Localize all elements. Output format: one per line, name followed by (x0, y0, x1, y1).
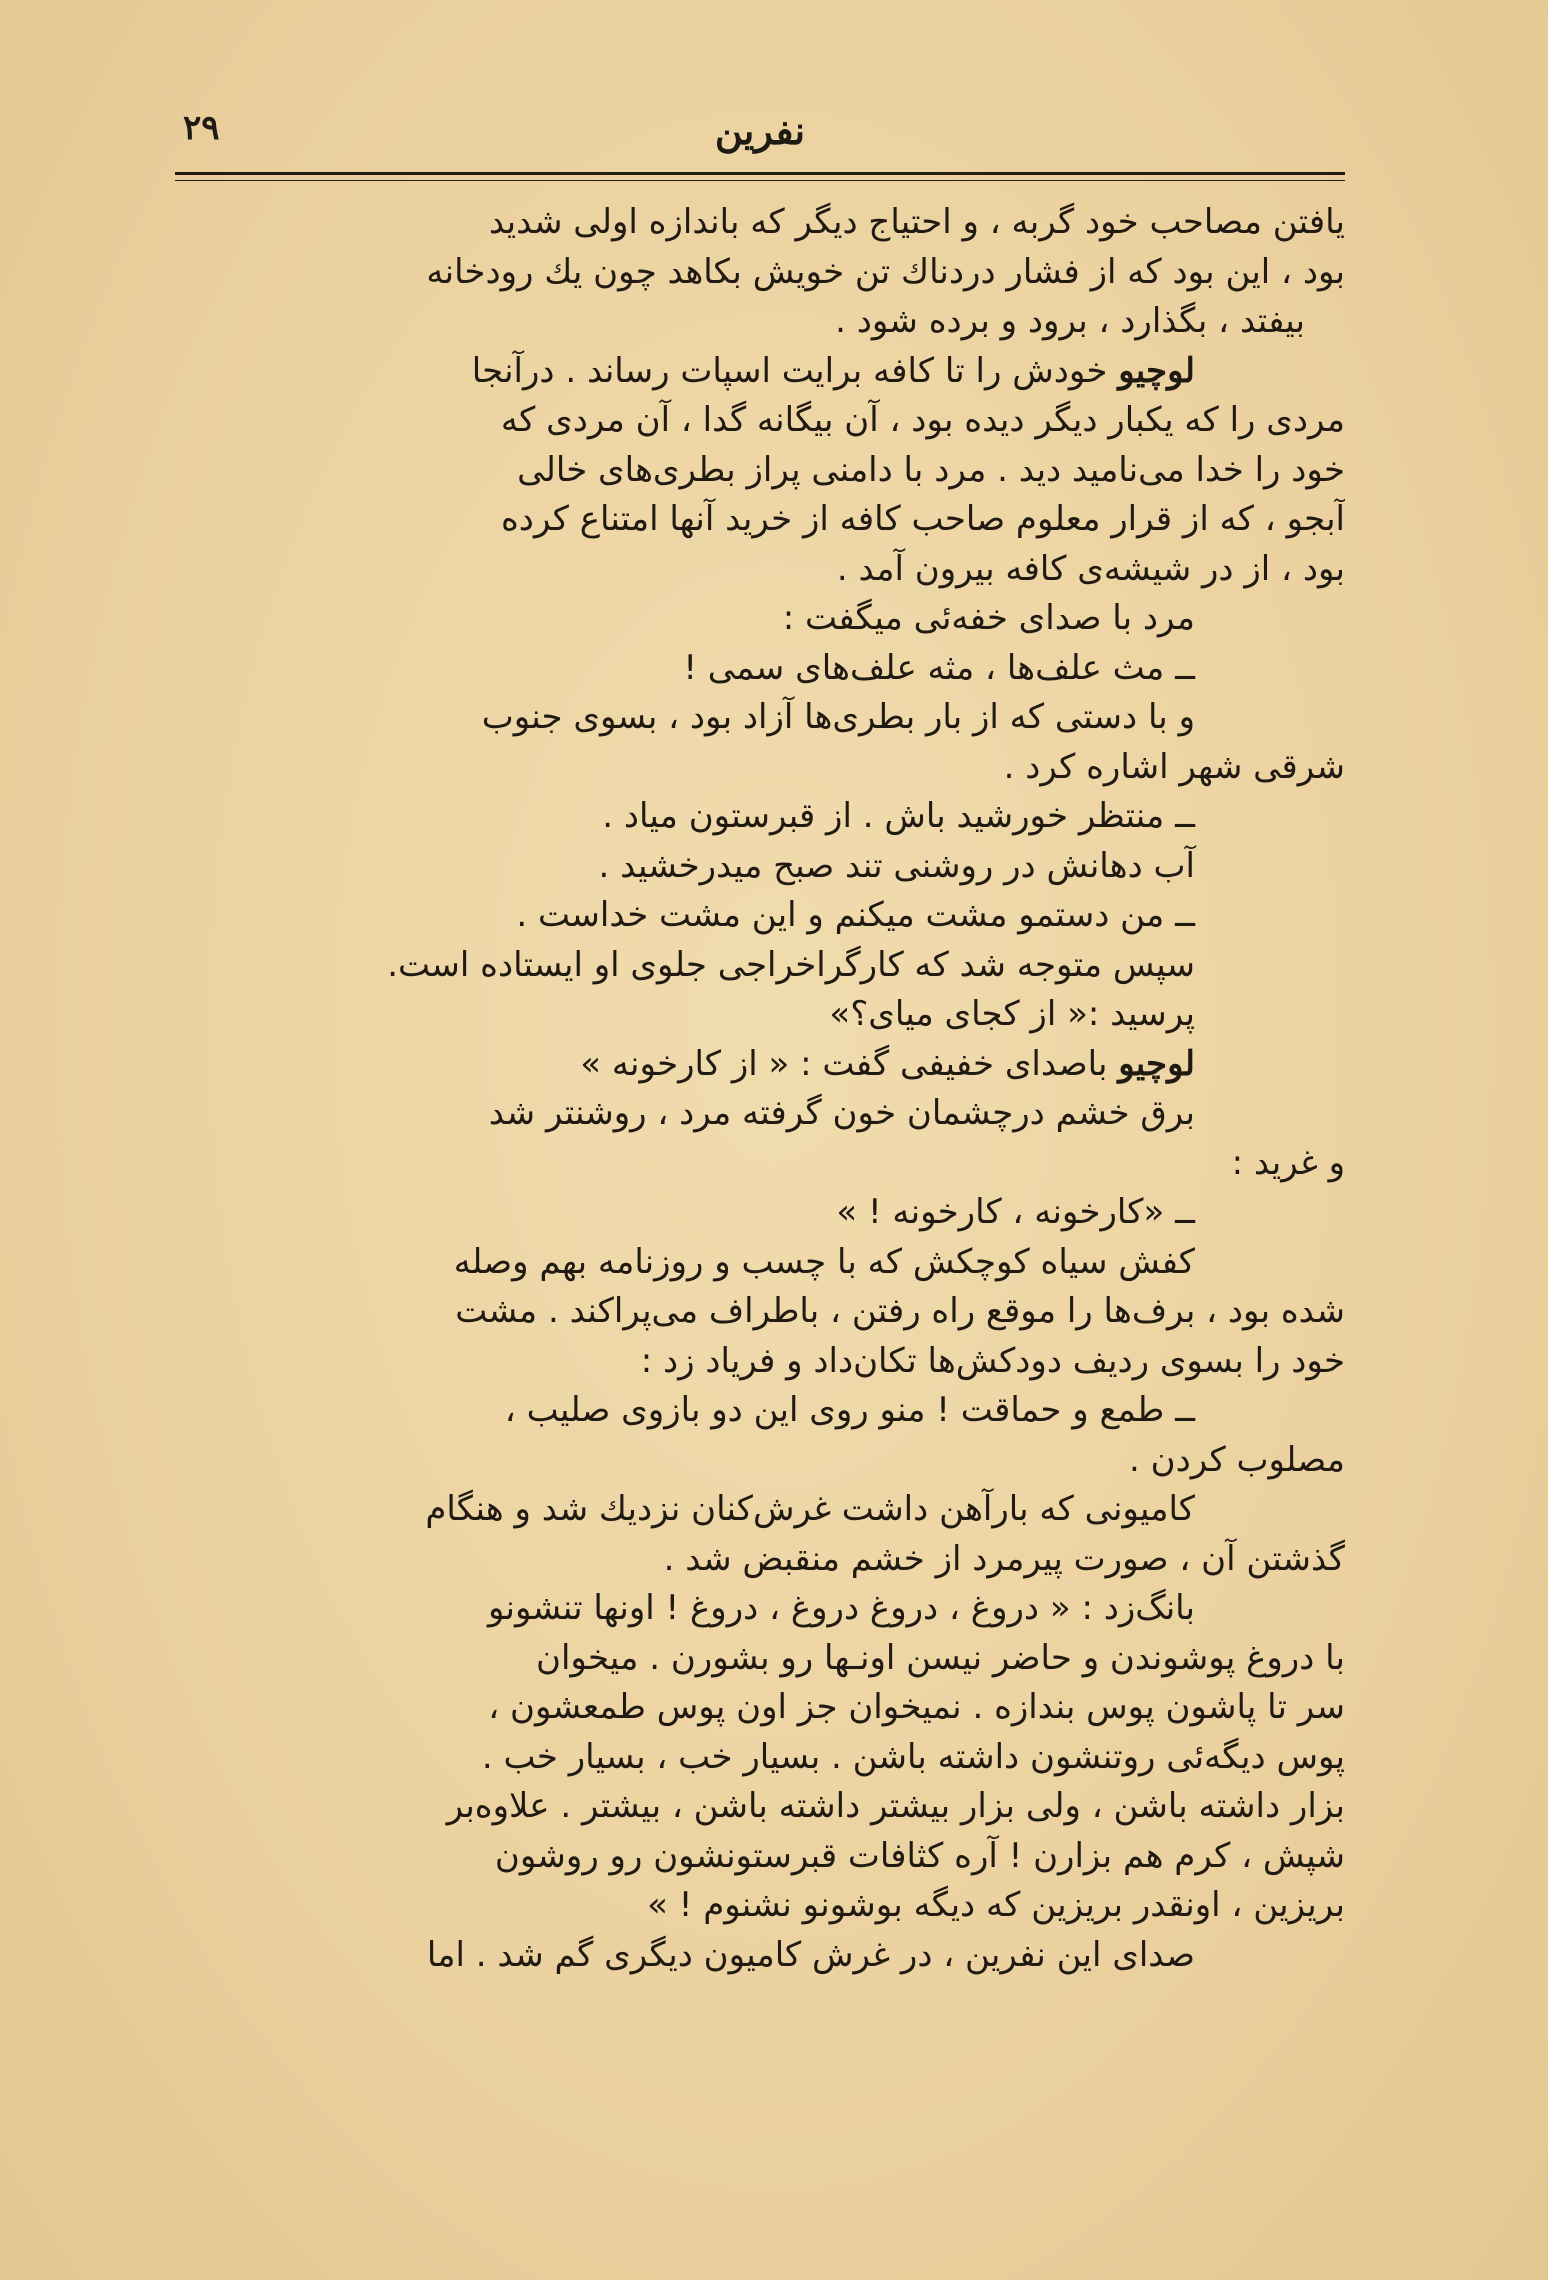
text-line: و با دستی که از بار بطری‌ها آزاد بود ، بسوی جنوب (481, 697, 1195, 737)
text-line: بزار داشته باشن ، ولی بزار بیشتر داشته باشن ، بیشتر . علاوه‌بر (446, 1786, 1345, 1826)
header-rule (175, 172, 1345, 175)
character-name: لوچیو (1118, 350, 1195, 391)
text-line: مردی را که یکبار دیگر دیده بود ، آن بیگانه گدا ، آن مردی که (500, 400, 1345, 440)
text-line: لوچیو باصدای خفیفی گفت : « از کارخونه » (580, 1043, 1195, 1084)
text-line: ــ منتظر خورشید باش . از قبرستون میاد . (602, 796, 1195, 836)
page-body (175, 198, 1345, 1980)
text-line: کفش سیاه کوچکش که با چسب و روزنامه بهم وصله (453, 1241, 1195, 1282)
text-line: ــ «کارخونه ، کارخونه ! » (836, 1192, 1195, 1232)
text-line: یافتن مصاحب خود گربه ، و احتیاج دیگر که باندازه اولی شدید (488, 202, 1345, 242)
text-line: سر تا پاشون پوس بندازه . نمیخوان جز اون پوس طمعشون ، (488, 1687, 1345, 1727)
text-line: مصلوب کردن . (1128, 1439, 1345, 1480)
text-line: ــ طمع و حماقت ! منو روی این دو بازوی صلیب ، (504, 1390, 1195, 1430)
text-line: لوچیو خودش را تا کافه برایت اسپات رساند . درآنجا (471, 350, 1195, 391)
text-line: صدای این نفرین ، در غرش کامیون دیگری گم شد . اما (426, 1934, 1195, 1975)
text-line: شده بود ، برف‌ها را موقع راه رفتن ، باطراف می‌پراکند . مشت (455, 1291, 1345, 1331)
character-name: لوچیو (1118, 1043, 1195, 1084)
text-line: ــ مث علف‌ها ، مثه علف‌های سمی ! (683, 647, 1195, 688)
text-line: ــ من دستمو مشت میکنم و این مشت خداست . (516, 895, 1195, 935)
text-line: آب دهانش در روشنی تند صبح میدرخشید . (598, 845, 1195, 886)
text-line: خود را خدا می‌نامید دید . مرد با دامنی پراز بطری‌های خالی (517, 449, 1345, 490)
text-line: سپس متوجه شد که کارگراخراجی جلوی او ایستاده است. (387, 944, 1195, 985)
page-header (175, 100, 1345, 170)
text-line: بود ، از در شیشه‌ی کافه بیرون آمد . (836, 548, 1345, 589)
text-line: و غرید : (1231, 1142, 1345, 1183)
text-line: بود ، این بود که از فشار دردناك تن خویش بکاهد چون یك رودخانه (426, 251, 1345, 292)
text-line: خود را بسوی ردیف دودکش‌ها تکان‌داد و فریاد زد : (640, 1340, 1345, 1381)
page-title: نفرین (714, 108, 806, 153)
text-line: برق خشم درچشمان خون گرفته مرد ، روشنتر شد (488, 1093, 1195, 1133)
text-line: با دروغ پوشوندن و حاضر نیسن اونـها رو بشورن . میخوان (536, 1637, 1345, 1678)
text-line: بریزین ، اونقدر بریزین که دیگه بوشونو نشنوم ! » (647, 1885, 1345, 1925)
text-line: بانگ‌زد : « دروغ ، دروغ دروغ ، دروغ ! اونها تنشونو (487, 1588, 1195, 1628)
text-line: پوس دیگه‌ئی روتنشون داشته باشن . بسیار خب ، بسیار خب . (481, 1736, 1345, 1777)
page-number: ۲۹ (183, 108, 220, 148)
text-line: مرد با صدای خفه‌ئی میگفت : (782, 598, 1195, 638)
text-line: کامیونی که بارآهن داشت غرش‌کنان نزدیك شد و هنگام (425, 1489, 1195, 1529)
text-line: آبجو ، که از قرار معلوم صاحب کافه از خرید آنها امتناع کرده (500, 499, 1345, 539)
text-line: بیفتد ، بگذارد ، برود و برده شود . (835, 301, 1305, 341)
header-rule-thin (175, 180, 1345, 181)
text-line: گذشتن آن ، صورت پیرمرد از خشم منقبض شد . (663, 1538, 1345, 1579)
text-line: پرسید :« از کجای میای؟» (829, 994, 1195, 1034)
text-line: شرقی شهر اشاره کرد . (1003, 746, 1345, 787)
text-line: شپش ، کرم هم بزارن ! آره کثافات قبرستونشون رو روشون (494, 1835, 1345, 1876)
